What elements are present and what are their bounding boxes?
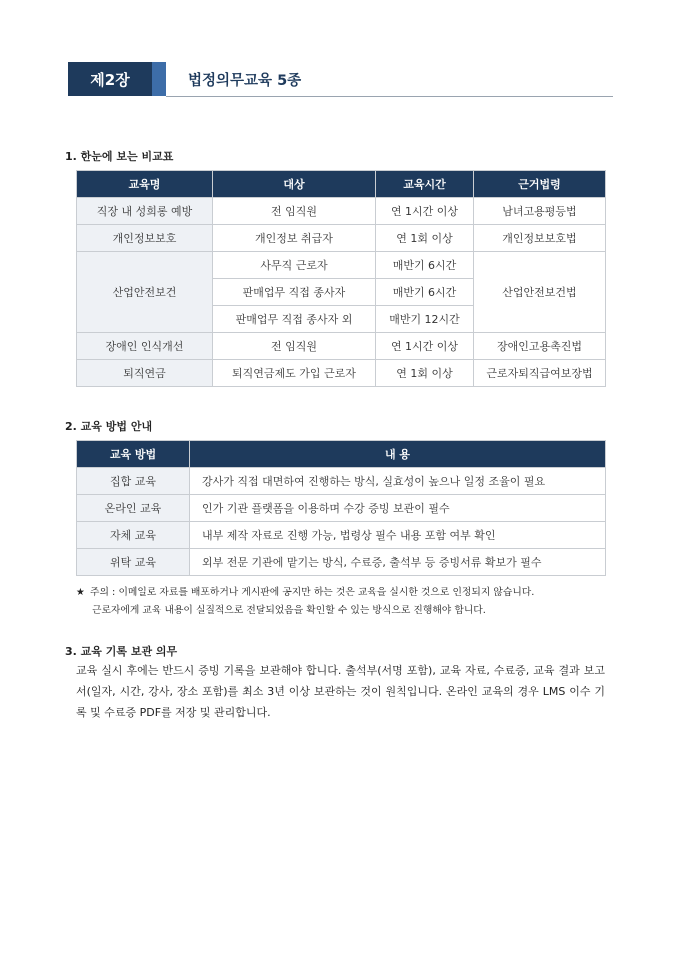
education-target: 전 임직원 <box>213 198 376 225</box>
table-header-row <box>77 171 606 198</box>
method-table <box>76 440 606 576</box>
table-row <box>77 522 606 549</box>
chapter-label: 제2장 <box>68 62 152 96</box>
star-icon: ★ <box>76 587 85 598</box>
method-description: 내부 제작 자료로 진행 가능, 법령상 필수 내용 포함 여부 확인 <box>190 522 606 549</box>
header-cell: 대상 <box>213 171 376 198</box>
chapter-divider <box>166 96 613 97</box>
caution-text-1: 주의 : 이메일로 자료를 배포하거나 게시판에 공지만 하는 것은 교육을 실시한 것으로 인정되지 않습니다. <box>90 587 535 598</box>
method-name: 집합 교육 <box>77 468 190 495</box>
education-law: 산업안전보건법 <box>474 252 606 333</box>
table-row <box>77 360 606 387</box>
section-1-title: 1. 한눈에 보는 비교표 <box>65 150 174 163</box>
method-name: 온라인 교육 <box>77 495 190 522</box>
table-row <box>77 468 606 495</box>
education-law: 개인정보보호법 <box>474 225 606 252</box>
education-law: 장애인고용촉진법 <box>474 333 606 360</box>
method-name: 자체 교육 <box>77 522 190 549</box>
table-row <box>77 333 606 360</box>
education-name: 직장 내 성희롱 예방 <box>77 198 213 225</box>
table-row <box>77 495 606 522</box>
education-target: 전 임직원 <box>213 333 376 360</box>
method-description: 외부 전문 기관에 맡기는 방식, 수료증, 출석부 등 증빙서류 확보가 필수 <box>190 549 606 576</box>
education-law: 근로자퇴직급여보장법 <box>474 360 606 387</box>
education-name: 장애인 인식개선 <box>77 333 213 360</box>
education-name: 개인정보보호 <box>77 225 213 252</box>
education-law: 남녀고용평등법 <box>474 198 606 225</box>
education-target: 사무직 근로자 <box>213 252 376 279</box>
section-2-title: 2. 교육 방법 안내 <box>65 420 153 433</box>
education-name: 산업안전보건 <box>77 252 213 333</box>
method-description: 강사가 직접 대면하여 진행하는 방식, 실효성이 높으나 일정 조율이 필요 <box>190 468 606 495</box>
comparison-table <box>76 170 606 387</box>
education-target: 판매업무 직접 종사자 <box>213 279 376 306</box>
header-cell: 교육시간 <box>376 171 474 198</box>
chapter-title: 법정의무교육 5종 <box>188 72 302 89</box>
caution-line-1 <box>76 584 611 602</box>
method-description: 인가 기관 플랫폼을 이용하며 수강 증빙 보관이 필수 <box>190 495 606 522</box>
header-cell: 교육명 <box>77 171 213 198</box>
header-cell: 교육 방법 <box>77 441 190 468</box>
caution-note <box>76 584 611 620</box>
education-target: 퇴직연금제도 가입 근로자 <box>213 360 376 387</box>
table-row <box>77 225 606 252</box>
education-time: 연 1회 이상 <box>376 360 474 387</box>
table-row <box>77 252 606 279</box>
chapter-accent-bar <box>152 62 166 96</box>
education-target: 판매업무 직접 종사자 외 <box>213 306 376 333</box>
education-time: 연 1회 이상 <box>376 225 474 252</box>
method-name: 위탁 교육 <box>77 549 190 576</box>
header-cell: 근거법령 <box>474 171 606 198</box>
education-time: 매반기 12시간 <box>376 306 474 333</box>
record-keeping-paragraph: 교육 실시 후에는 반드시 증빙 기록을 보관해야 합니다. 출석부(서명 포함), 교육 자료, 수료증, 교육 결과 보고서(일자, 시간, 강사, 장소 포함)를 최소 3년 이상 보관하는 것이 원칙입니다. 온라인 교육의 경우 LMS 이수 기록 및 수료증 PDF를 저장 및 관리합니다. <box>76 664 605 719</box>
table-header-row <box>77 441 606 468</box>
section-3-title: 3. 교육 기록 보관 의무 <box>65 645 178 658</box>
education-target: 개인정보 취급자 <box>213 225 376 252</box>
table-row <box>77 549 606 576</box>
chapter-header <box>68 62 613 98</box>
education-time: 매반기 6시간 <box>376 252 474 279</box>
header-cell: 내 용 <box>190 441 606 468</box>
education-name: 퇴직연금 <box>77 360 213 387</box>
education-time: 매반기 6시간 <box>376 279 474 306</box>
table-row <box>77 198 606 225</box>
caution-text-2: 근로자에게 교육 내용이 실질적으로 전달되었음을 확인할 수 있는 방식으로 진행해야 합니다. <box>92 605 486 616</box>
education-time: 연 1시간 이상 <box>376 198 474 225</box>
education-time: 연 1시간 이상 <box>376 333 474 360</box>
